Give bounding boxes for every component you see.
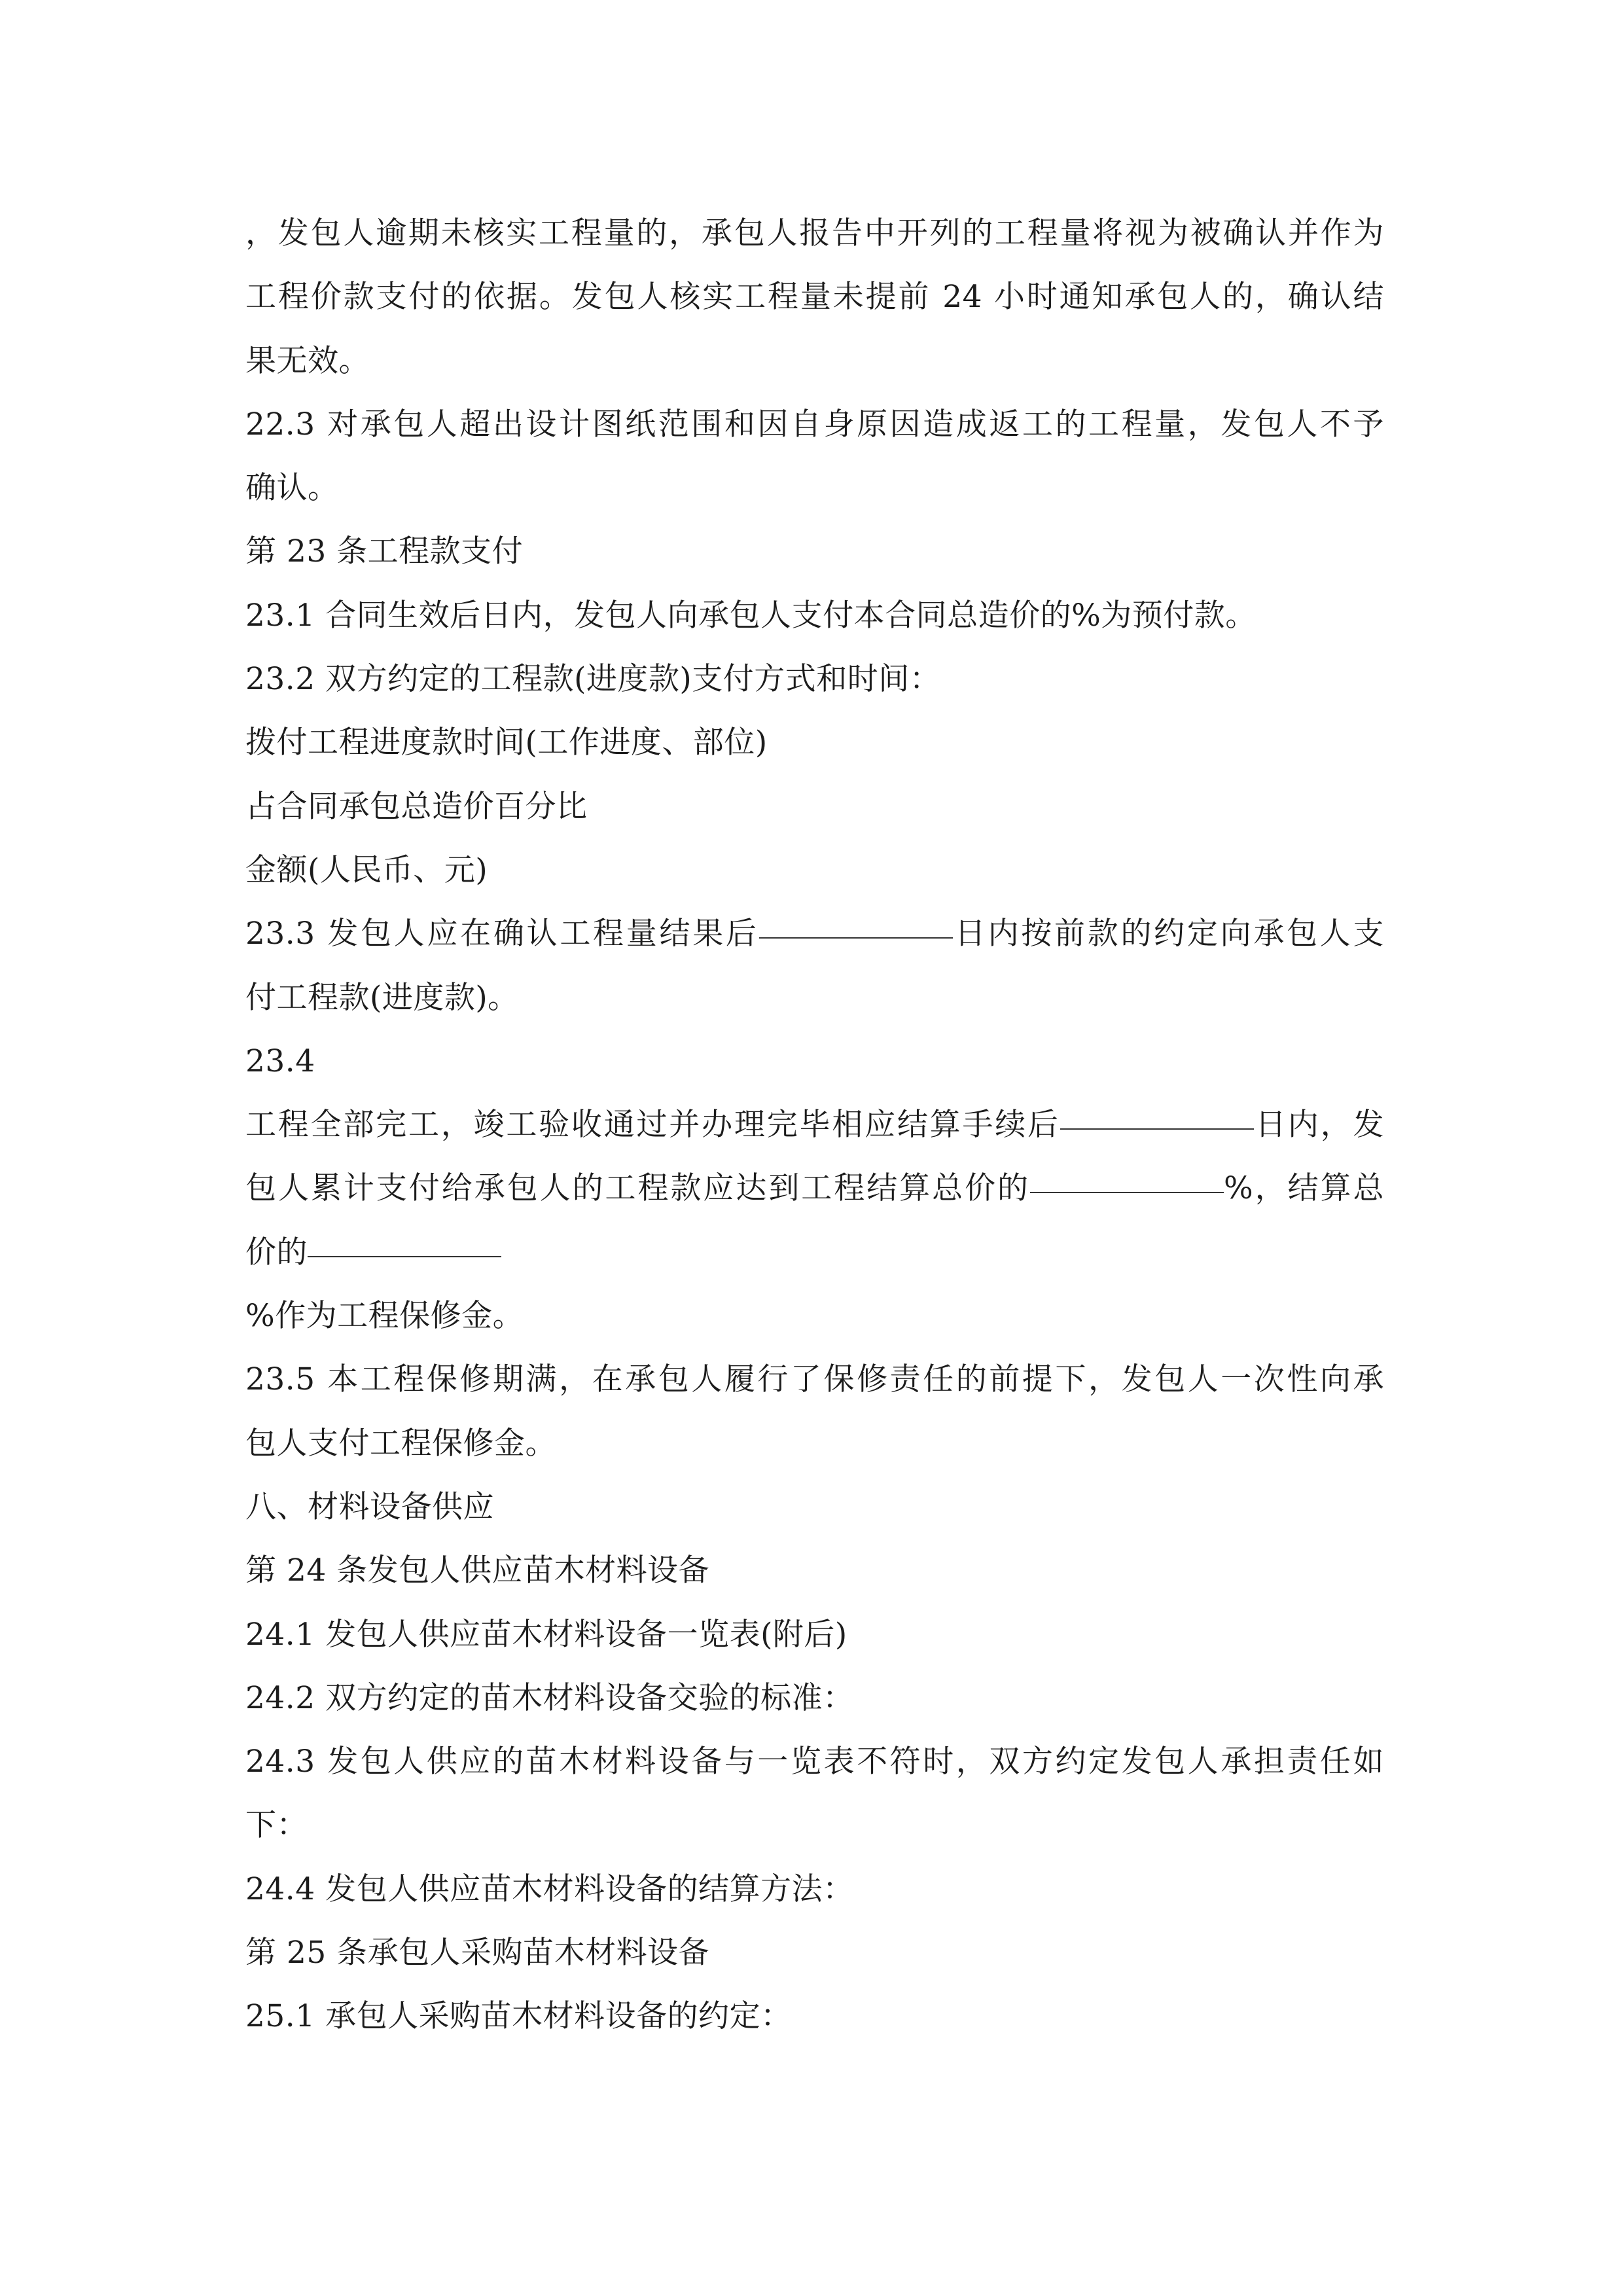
- fill-in-blank[interactable]: [1030, 1191, 1224, 1193]
- text-segment: 25.1 承包人采购苗木材料设备的约定：: [245, 1998, 792, 2035]
- text-segment: 23.3 发包人应在确认工程量结果后: [245, 916, 759, 952]
- text-line: [245, 1984, 1384, 2048]
- text-line: [245, 1666, 1384, 1730]
- document-body: [245, 202, 1384, 2049]
- text-segment: 付工程款(进度款)。: [245, 979, 519, 1016]
- text-segment: 占合同承包总造价百分比: [245, 788, 588, 825]
- text-line: [245, 1857, 1384, 1921]
- text-line: [245, 202, 1384, 265]
- text-segment: 确认。: [245, 470, 339, 507]
- text-segment: 23.5 本工程保修期满，在承包人履行了保修责任的前提下，发包人一次性向承: [245, 1361, 1384, 1398]
- text-line: [245, 711, 1384, 774]
- text-segment: 第 25 条承包人采购苗木材料设备: [245, 1935, 710, 1971]
- text-segment: %作为工程保修金。: [245, 1298, 524, 1335]
- text-segment: 第 24 条发包人供应苗木材料设备: [245, 1552, 710, 1589]
- text-segment: 24.2 双方约定的苗木材料设备交验的标准：: [245, 1679, 854, 1716]
- text-line: [245, 775, 1384, 838]
- text-line: [245, 1730, 1384, 1793]
- text-segment: 第 23 条工程款支付: [245, 533, 524, 570]
- fill-in-blank[interactable]: [1060, 1128, 1254, 1130]
- text-line: [245, 647, 1384, 711]
- text-line: [245, 1221, 1384, 1284]
- text-line: [245, 1921, 1384, 1984]
- text-segment: 工程价款支付的依据。发包人核实工程量未提前 24 小时通知承包人的，确认结: [245, 279, 1384, 315]
- text-line: [245, 1030, 1384, 1093]
- text-segment: 24.3 发包人供应的苗木材料设备与一览表不符时，双方约定发包人承担责任如: [245, 1744, 1384, 1780]
- text-segment: 包人累计支付给承包人的工程款应达到工程结算总价的: [245, 1170, 1030, 1207]
- text-line: [245, 1412, 1384, 1475]
- text-line: [245, 1539, 1384, 1602]
- text-line: [245, 265, 1384, 329]
- text-line: [245, 1093, 1384, 1157]
- text-segment: 金额(人民币、元): [245, 852, 488, 888]
- text-line: [245, 393, 1384, 456]
- text-segment: %，结算总: [1224, 1170, 1384, 1207]
- text-segment: 工程全部完工，竣工验收通过并办理完毕相应结算手续后: [245, 1107, 1060, 1143]
- text-line: [245, 838, 1384, 902]
- text-segment: 日内按前款的约定向承包人支: [952, 916, 1384, 952]
- text-line: [245, 456, 1384, 520]
- text-segment: 八、材料设备供应: [245, 1488, 494, 1525]
- text-segment: 22.3 对承包人超出设计图纸范围和因自身原因造成返工的工程量，发包人不予: [245, 406, 1384, 442]
- text-line: [245, 1157, 1384, 1220]
- text-segment: 24.1 发包人供应苗木材料设备一览表(附后): [245, 1616, 847, 1653]
- text-line: [245, 966, 1384, 1030]
- text-line: [245, 584, 1384, 647]
- text-segment: 日内，发: [1253, 1107, 1384, 1143]
- text-line: [245, 1475, 1384, 1539]
- text-segment: 包人支付工程保修金。: [245, 1425, 556, 1462]
- text-segment: 拨付工程进度款时间(工作进度、部位): [245, 725, 768, 761]
- text-segment: 24.4 发包人供应苗木材料设备的结算方法：: [245, 1871, 854, 1907]
- text-line: [245, 520, 1384, 583]
- fill-in-blank[interactable]: [308, 1255, 501, 1257]
- text-segment: 果无效。: [245, 342, 370, 379]
- fill-in-blank[interactable]: [759, 937, 953, 939]
- text-segment: 23.2 双方约定的工程款(进度款)支付方式和时间：: [245, 661, 941, 698]
- text-line: [245, 902, 1384, 965]
- text-line: [245, 1284, 1384, 1348]
- text-line: [245, 329, 1384, 393]
- text-segment: 23.1 合同生效后日内，发包人向承包人支付本合同总造价的%为预付款。: [245, 597, 1257, 634]
- text-line: [245, 1793, 1384, 1857]
- text-line: [245, 1348, 1384, 1411]
- text-line: [245, 1603, 1384, 1666]
- text-segment: 下：: [245, 1807, 308, 1844]
- text-segment: ，发包人逾期未核实工程量的，承包人报告中开列的工程量将视为被确认并作为: [245, 215, 1384, 251]
- text-segment: 23.4: [245, 1043, 315, 1079]
- text-segment: 价的: [245, 1234, 308, 1270]
